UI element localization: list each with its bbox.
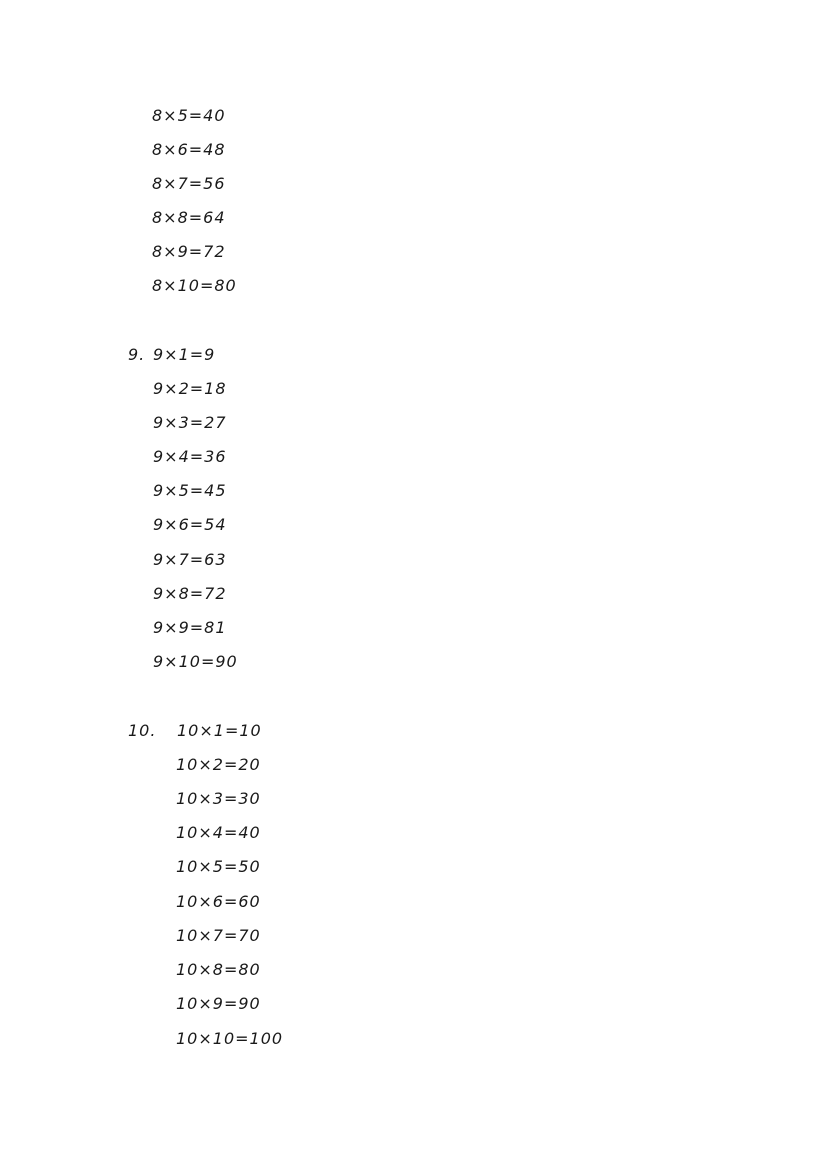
equation-line: 9×2=18: [153, 379, 227, 398]
equation-line: 9×9=81: [153, 618, 227, 637]
equation-line: 9×5=45: [153, 481, 227, 500]
equation-line: 9×1=9: [153, 345, 216, 364]
equation-line: 8×10=80: [152, 276, 237, 295]
equation-line: 10×10=100: [176, 1029, 284, 1048]
equation-line: 10×8=80: [176, 960, 261, 979]
equation-line: 10×1=10: [177, 721, 262, 740]
section-number: 9.: [128, 345, 146, 364]
equation-line: 10×2=20: [176, 755, 261, 774]
equation-line: 8×7=56: [152, 174, 226, 193]
section-number: 10.: [128, 721, 157, 740]
equation-line: 9×10=90: [153, 652, 238, 671]
equation-line: 8×9=72: [152, 242, 226, 261]
equation-line: 10×6=60: [176, 892, 261, 911]
equation-line: 9×4=36: [153, 447, 227, 466]
equation-line: 8×5=40: [152, 106, 226, 125]
equation-line: 10×3=30: [176, 789, 261, 808]
equation-line: 9×7=63: [153, 550, 227, 569]
equation-line: 10×9=90: [176, 994, 261, 1013]
equation-line: 8×6=48: [152, 140, 226, 159]
equation-line: 10×7=70: [176, 926, 261, 945]
equation-line: 9×6=54: [153, 515, 227, 534]
equation-line: 9×3=27: [153, 413, 227, 432]
equation-line: 10×4=40: [176, 823, 261, 842]
equation-line: 9×8=72: [153, 584, 227, 603]
equation-line: 10×5=50: [176, 857, 261, 876]
equation-line: 8×8=64: [152, 208, 226, 227]
